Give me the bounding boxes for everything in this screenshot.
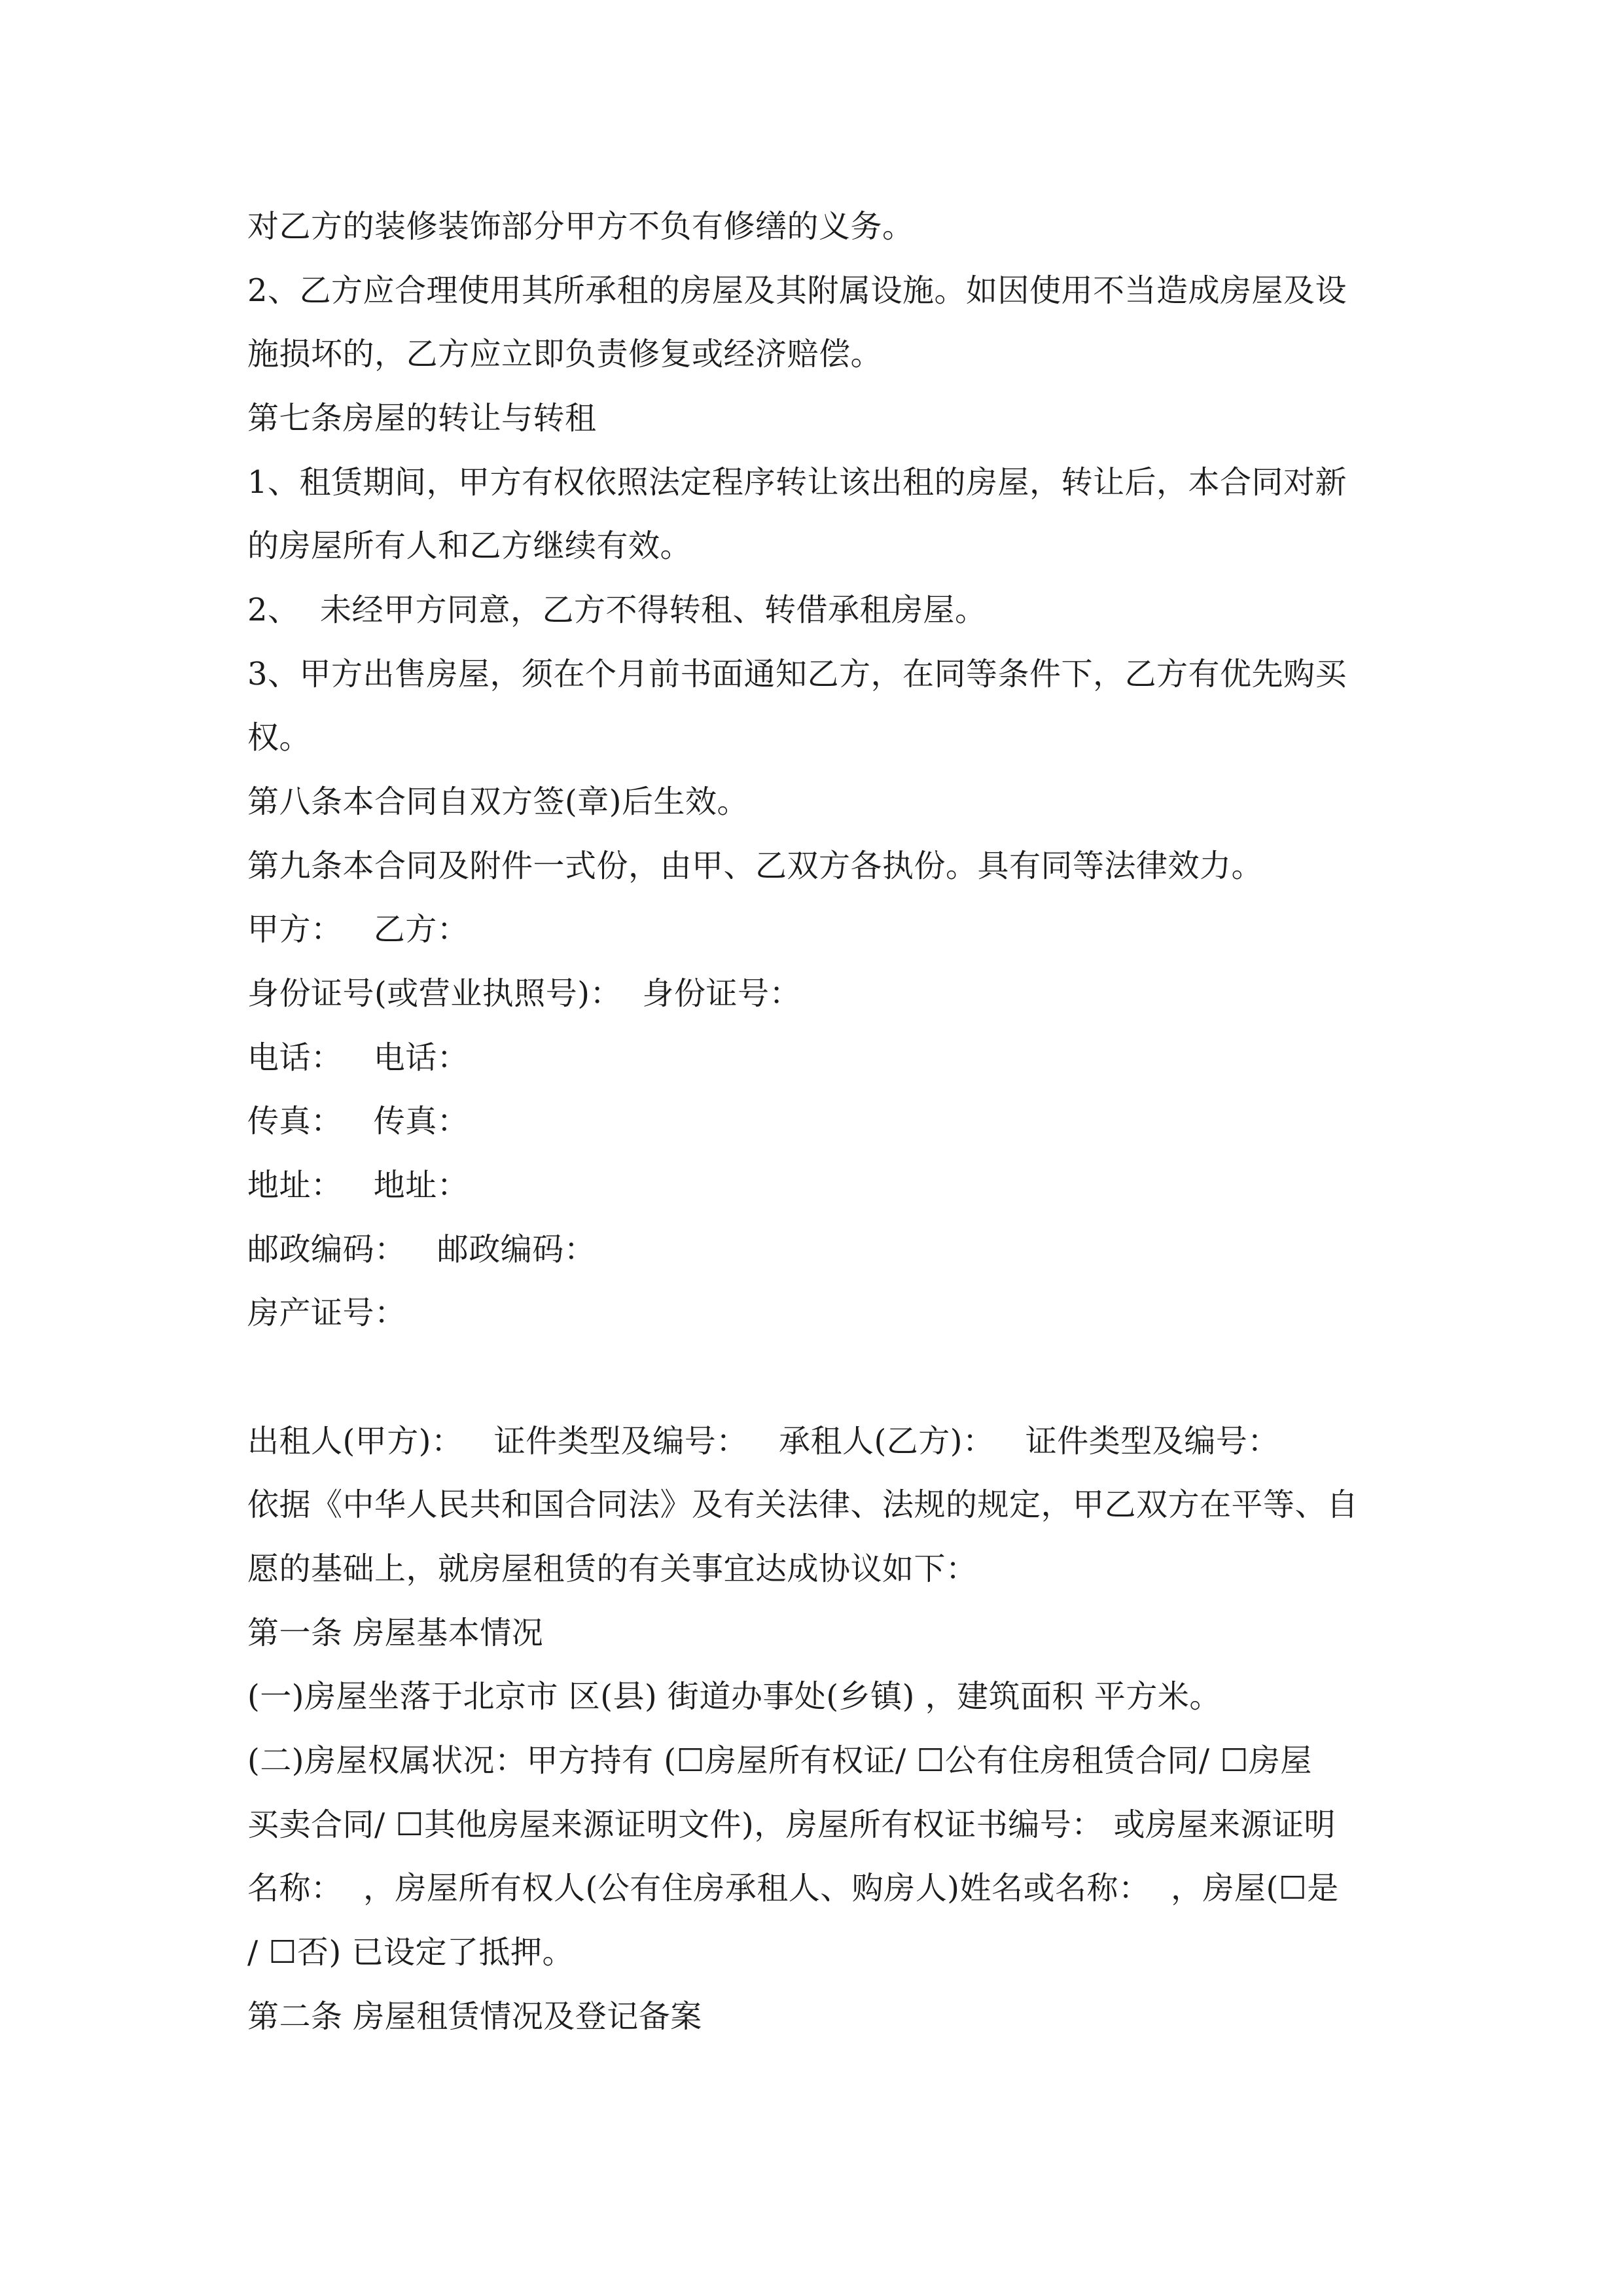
text-line: (二)房屋权属状况：甲方持有 (☐房屋所有权证/ ☐公有住房租赁合同/ ☐房屋 <box>247 1742 1312 1779</box>
text-line: 3、甲方出售房屋，须在个月前书面通知乙方，在同等条件下，乙方有优先购买 <box>247 656 1347 692</box>
signature-field: 身份证号(或营业执照号)： 身份证号： <box>247 975 801 1012</box>
signature-field: 传真： 传真： <box>247 1103 469 1139</box>
section-heading: 第八条本合同自双方签(章)后生效。 <box>247 783 749 820</box>
text-line: (一)房屋坐落于北京市 区(县) 街道办事处(乡镇) ，建筑面积 平方米。 <box>247 1678 1221 1715</box>
section-heading: 第二条 房屋租赁情况及登记备案 <box>247 1998 702 2035</box>
text-line: 对乙方的装修装饰部分甲方不负有修缮的义务。 <box>247 208 914 245</box>
text-line: 2、乙方应合理使用其所承租的房屋及其附属设施。如因使用不当造成房屋及设 <box>247 272 1347 309</box>
text-line: / ☐否) 已设定了抵押。 <box>247 1934 574 1971</box>
text-line: 依据《中华人民共和国合同法》及有关法律、法规的规定，甲乙双方在平等、自 <box>247 1486 1359 1523</box>
signature-field: 邮政编码： 邮政编码： <box>247 1231 596 1268</box>
signature-field: 房产证号： <box>247 1295 406 1331</box>
signature-field: 甲方： 乙方： <box>247 911 469 948</box>
text-line: 权。 <box>247 719 312 756</box>
text-line: 愿的基础上，就房屋租赁的有关事宜达成协议如下： <box>247 1551 978 1587</box>
signature-field: 地址： 地址： <box>247 1167 469 1204</box>
party-header: 出租人(甲方)： 证件类型及编号： 承租人(乙方)： 证件类型及编号： <box>247 1423 1279 1460</box>
section-heading: 第七条房屋的转让与转租 <box>247 400 597 437</box>
text-line: 的房屋所有人和乙方继续有效。 <box>247 528 692 564</box>
text-line: 2、 未经甲方同意，乙方不得转租、转借承租房屋。 <box>247 592 987 628</box>
text-line: 名称： ，房屋所有权人(公有住房承租人、购房人)姓名或名称： ，房屋(☐是 <box>247 1870 1339 1907</box>
text-line: 买卖合同/ ☐其他房屋来源证明文件)，房屋所有权证书编号： 或房屋来源证明 <box>247 1806 1336 1843</box>
signature-field: 电话： 电话： <box>247 1039 469 1076</box>
text-line: 施损坏的，乙方应立即负责修复或经济赔偿。 <box>247 336 883 372</box>
section-heading: 第一条 房屋基本情况 <box>247 1615 544 1651</box>
text-line: 1、租赁期间，甲方有权依照法定程序转让该出租的房屋，转让后，本合同对新 <box>247 464 1347 501</box>
section-heading: 第九条本合同及附件一式份，由甲、乙双方各执份。具有同等法律效力。 <box>247 848 1264 884</box>
